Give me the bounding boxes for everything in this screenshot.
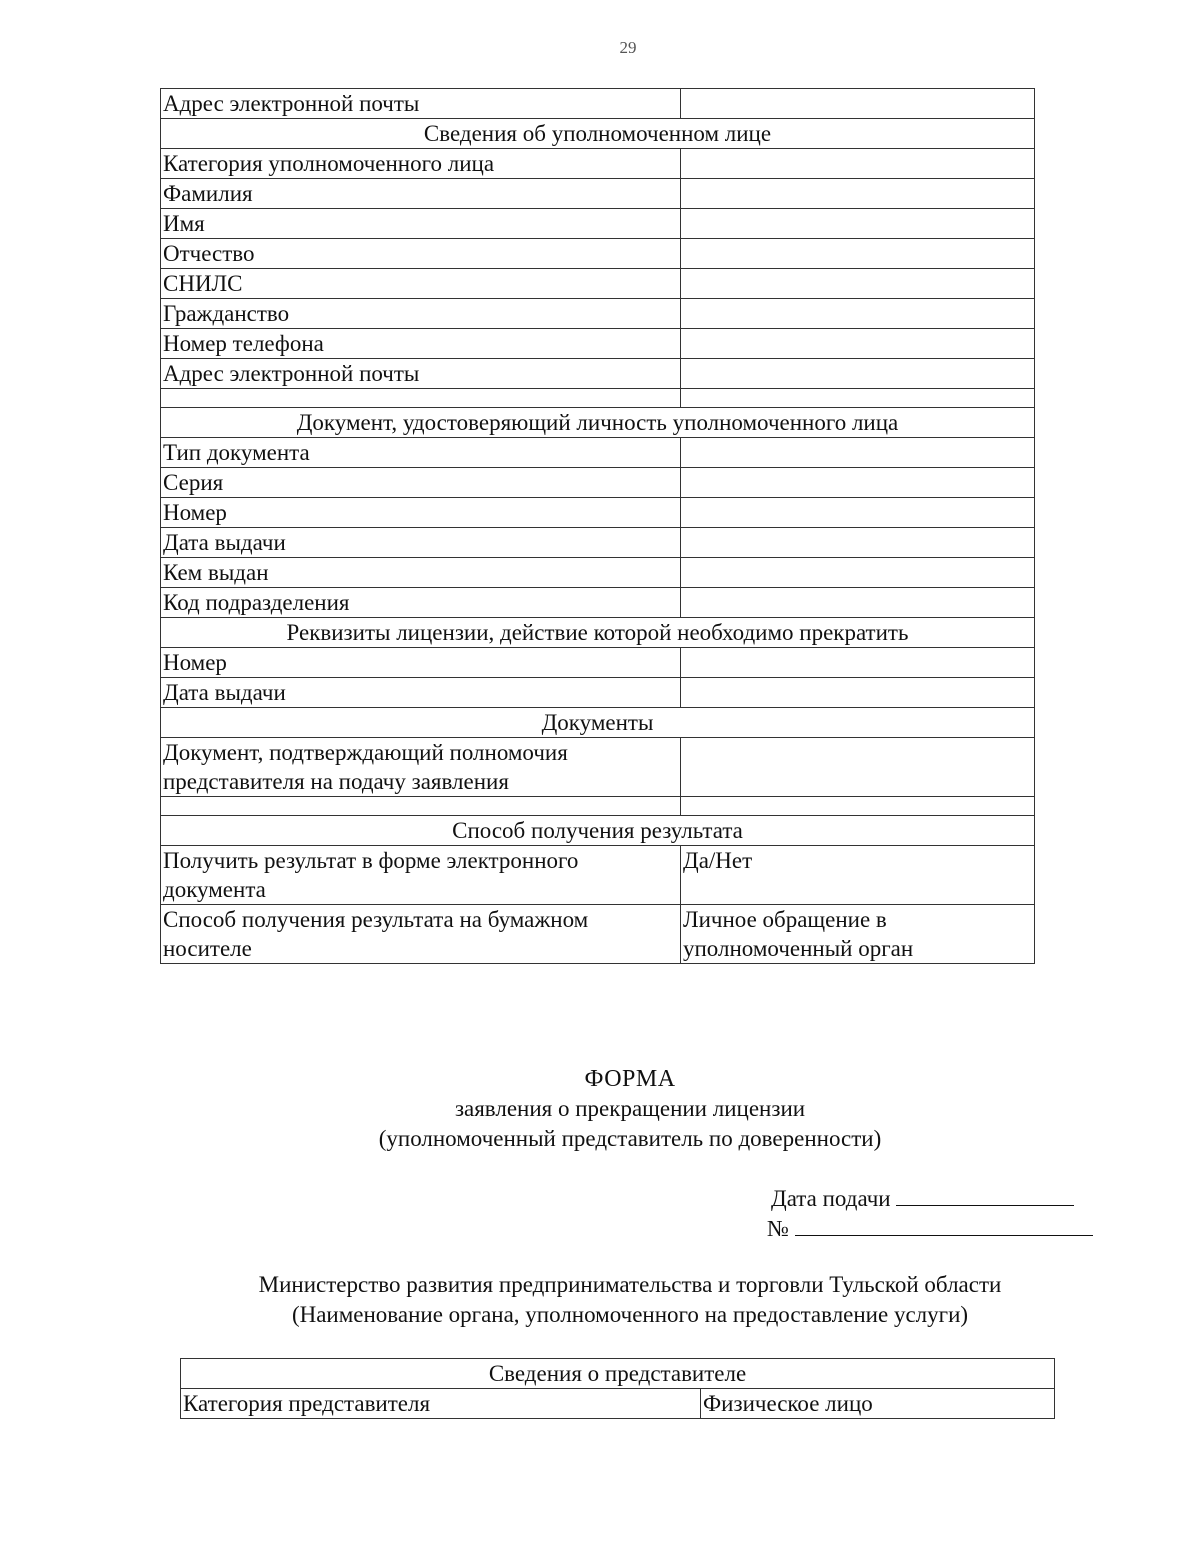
section-row [161,618,1035,648]
field-label: Категория представителя [181,1389,701,1419]
form-subtitle-note: (уполномоченный представитель по доверенности) [378,1126,882,1151]
field-row [161,905,1035,964]
field-label: Получить результат в форме электронного документа [161,846,681,905]
field-row [161,329,1035,359]
section-row [161,119,1035,149]
field-value[interactable] [681,149,1035,179]
submission-date-label: Дата подачи [771,1186,891,1211]
section-heading: Реквизиты лицензии, действие которой необходимо прекратить [161,618,1035,648]
section-row [161,708,1035,738]
authority-name: Министерство развития предпринимательства и торговли Тульской области [258,1272,1002,1297]
field-row [161,299,1035,329]
field-label: Код подразделения [161,588,681,618]
blank-row [161,797,1035,816]
field-label: Документ, подтверждающий полномочия представителя на подачу заявления [161,738,681,797]
submission-number-field[interactable] [795,1213,1093,1236]
field-label: Номер телефона [161,329,681,359]
submission-date-line [771,1183,1074,1214]
authority-block [0,1270,1200,1330]
field-label: Дата выдачи [161,678,681,708]
page-number: 29 [619,38,637,57]
blank-value-cell[interactable] [681,797,1035,816]
representative-table [180,1358,1055,1419]
field-row [161,149,1035,179]
field-value[interactable] [681,498,1035,528]
section-heading: Способ получения результата [161,816,1035,846]
section-row [161,816,1035,846]
field-label: Адрес электронной почты [161,89,681,119]
field-value[interactable] [681,648,1035,678]
field-label: Номер [161,498,681,528]
field-label: Дата выдачи [161,528,681,558]
field-value[interactable] [681,239,1035,269]
form-subtitle: заявления о прекращении лицензии [454,1096,806,1121]
field-label: Гражданство [161,299,681,329]
field-label: СНИЛС [161,269,681,299]
field-row [161,89,1035,119]
field-value[interactable] [681,329,1035,359]
field-value[interactable] [681,588,1035,618]
submission-date-field[interactable] [896,1183,1074,1206]
authority-caption: (Наименование органа, уполномоченного на предоставление услуги) [291,1302,969,1327]
field-row [161,179,1035,209]
blank-value-cell[interactable] [681,389,1035,408]
section-heading: Сведения о представителе [181,1359,1055,1389]
field-row [161,269,1035,299]
field-value[interactable] [681,468,1035,498]
field-value[interactable]: Да/Нет [681,846,1035,905]
applicant-info-table [160,88,1035,964]
field-value[interactable]: Личное обращение в уполномоченный орган [681,905,1035,964]
field-value[interactable] [681,738,1035,797]
field-value[interactable] [681,438,1035,468]
blank-label-cell [161,389,681,408]
blank-row [161,389,1035,408]
field-row [161,468,1035,498]
field-row [161,359,1035,389]
section-heading: Сведения об уполномоченном лице [161,119,1035,149]
field-label: Номер [161,648,681,678]
field-value[interactable] [681,528,1035,558]
field-row [181,1389,1055,1419]
field-label: Тип документа [161,438,681,468]
field-value[interactable] [681,558,1035,588]
field-row [161,209,1035,239]
section-heading: Документ, удостоверяющий личность уполномоченного лица [161,408,1035,438]
field-row [161,558,1035,588]
field-label: Фамилия [161,179,681,209]
field-label: Кем выдан [161,558,681,588]
field-label: Категория уполномоченного лица [161,149,681,179]
field-label: Адрес электронной почты [161,359,681,389]
field-row [161,846,1035,905]
field-row [161,528,1035,558]
field-value[interactable] [681,209,1035,239]
section-row [181,1359,1055,1389]
field-value[interactable] [681,359,1035,389]
section-heading: Документы [161,708,1035,738]
field-row [161,648,1035,678]
field-label: Отчество [161,239,681,269]
field-row [161,588,1035,618]
blank-label-cell [161,797,681,816]
field-row [161,738,1035,797]
field-label: Серия [161,468,681,498]
field-row [161,678,1035,708]
field-value[interactable] [681,299,1035,329]
field-label: Способ получения результата на бумажном носителе [161,905,681,964]
field-label: Имя [161,209,681,239]
field-row [161,239,1035,269]
field-row [161,438,1035,468]
submission-number-label: № [767,1216,789,1241]
field-value[interactable] [681,678,1035,708]
form-heading: ФОРМА [584,1066,676,1092]
field-value[interactable]: Физическое лицо [701,1389,1055,1419]
submission-number-line [767,1213,1093,1244]
field-row [161,498,1035,528]
field-value[interactable] [681,179,1035,209]
form-title-block [0,1064,1200,1154]
section-row [161,408,1035,438]
field-value[interactable] [681,89,1035,119]
field-value[interactable] [681,269,1035,299]
